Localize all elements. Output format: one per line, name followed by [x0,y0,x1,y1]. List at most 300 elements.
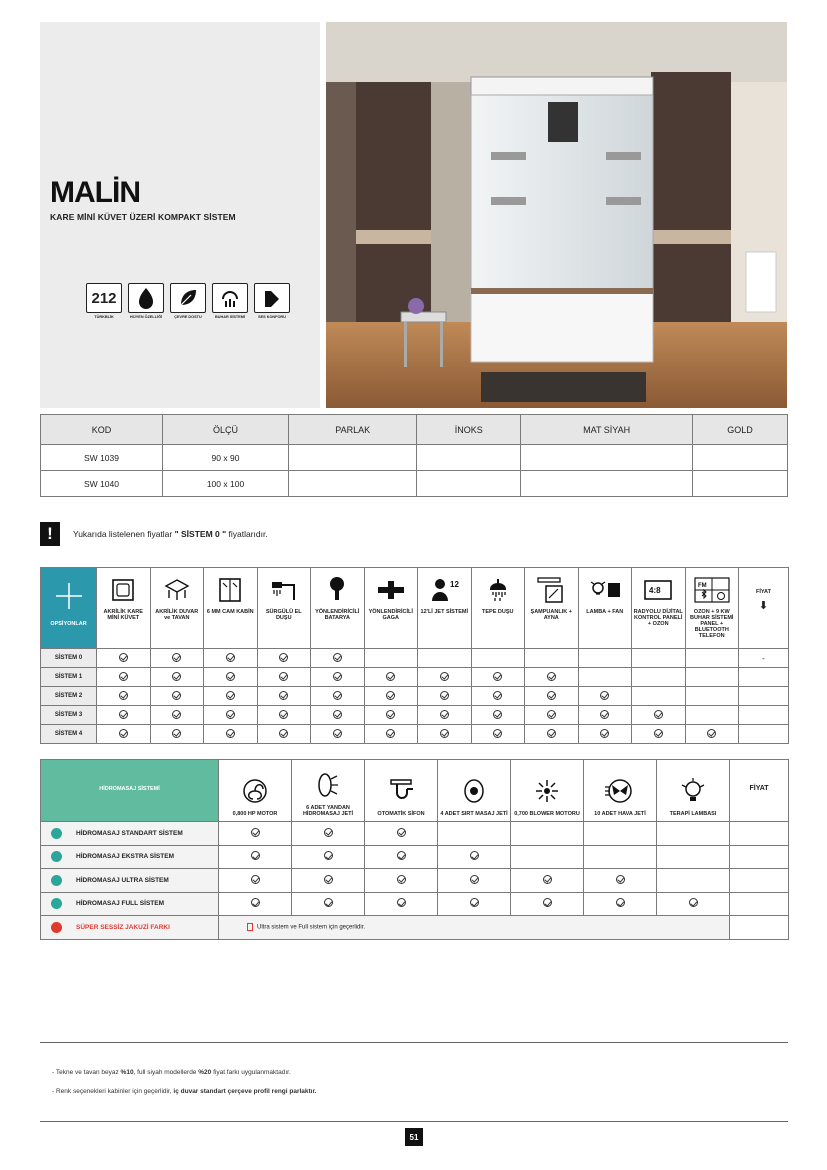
option-label: AKRİLİK KARE MİNİ KÜVET [103,609,143,621]
spout-icon [366,571,417,609]
hydro-col-price: FİYAT [730,760,789,822]
price-col-gold: GOLD [693,415,788,445]
side-jet-icon [292,765,364,805]
table-cell [292,845,365,869]
table-cell [311,687,365,706]
table-cell [97,706,151,725]
footnote-2 [52,1088,316,1095]
table-cell [471,687,525,706]
option-col-el-dusu [257,568,311,649]
table-cell [521,445,693,471]
options-title-cell [41,568,97,649]
table-cell [471,706,525,725]
table-cell [417,445,521,471]
table-cell [292,869,365,893]
product-title: MALİN [50,176,140,209]
check-icon [386,729,395,738]
table-cell [365,892,438,916]
table-cell [632,649,686,668]
hydro-label: 10 ADET HAVA JETİ [594,811,646,817]
option-col-cam [204,568,258,649]
check-icon [543,898,552,907]
hydro-col-air-jet [584,760,657,822]
table-row [41,869,789,893]
svg-text:4:8: 4:8 [649,586,661,595]
check-icon [440,672,449,681]
option-label: AKRİLİK DUVAR ve TAVAN [155,609,199,621]
table-cell [584,822,657,846]
table-cell [685,706,739,725]
price-col-mat-siyah: MAT SİYAH [521,415,693,445]
check-icon [397,828,406,837]
option-col-lamba [578,568,632,649]
table-cell [471,725,525,744]
option-col-radyo [632,568,686,649]
table-row [41,845,789,869]
hydro-system-name: HİDROMASAJ EKSTRA SİSTEM [76,853,174,861]
check-icon [251,828,260,837]
table-cell [511,822,584,846]
price-col-olcu: ÖLÇÜ [163,415,289,445]
footnote-text: fiyat farkı uygulanmaktadır. [213,1069,291,1076]
table-cell [204,649,258,668]
note-text: Ultra sistem ve Full sistem için geçerlidir. [257,924,366,931]
price-cell [739,668,789,687]
hydro-col-side-jet [292,760,365,822]
table-cell [364,668,418,687]
price-cell [730,869,789,893]
hydro-system-label [41,869,219,893]
table-cell: 100 x 100 [163,471,289,497]
status-dot-icon [51,828,62,839]
check-icon [324,828,333,837]
table-cell: SW 1040 [41,471,163,497]
check-icon [119,729,128,738]
price-col-kod: KOD [41,415,163,445]
table-cell [365,869,438,893]
check-icon [707,729,716,738]
table-cell: SW 1039 [41,445,163,471]
check-icon [172,729,181,738]
price-notice [40,522,268,546]
check-icon [333,691,342,700]
table-cell [97,668,151,687]
hydro-col-back-jet [438,760,511,822]
check-icon [226,710,235,719]
body-jet-icon [419,571,470,609]
check-icon [547,710,556,719]
table-row [41,445,788,471]
table-cell [438,892,511,916]
table-cell [438,822,511,846]
hydro-system-label [41,845,219,869]
mixer-icon [312,571,363,609]
arrow-down-icon: ⬇ [758,600,769,612]
table-cell [257,725,311,744]
options-title: OPSİYONLAR [50,621,87,627]
hijyen-icon [128,283,164,313]
status-dot-icon [51,875,62,886]
table-row [41,916,789,940]
table-cell [204,725,258,744]
check-icon [172,691,181,700]
table-cell [418,649,472,668]
table-cell [632,725,686,744]
table-cell [521,471,693,497]
table-cell [685,687,739,706]
system-label: SİSTEM 0 [41,649,97,668]
table-cell [438,845,511,869]
check-icon [440,729,449,738]
footnote-1 [52,1069,291,1076]
table-cell [311,649,365,668]
table-cell [578,706,632,725]
footnote-text: , full siyah modellerde [133,1069,197,1076]
table-cell [204,687,258,706]
table-cell [150,668,204,687]
check-icon [493,672,502,681]
table-cell [219,892,292,916]
table-cell [525,649,579,668]
hydro-col-blower [511,760,584,822]
table-row [41,649,789,668]
hydro-title: HİDROMASAJ SİSTEMİ [41,760,219,822]
notice-text-bold: " SİSTEM 0 " [174,529,227,539]
price-cell [739,725,789,744]
blower-icon [511,771,583,811]
price-col-inoks: İNOKS [417,415,521,445]
price-table [40,414,788,497]
table-cell [584,892,657,916]
check-icon [333,653,342,662]
system-label: SİSTEM 2 [41,687,97,706]
steam-icon [212,283,248,313]
check-icon [251,851,260,860]
check-icon [600,691,609,700]
check-icon [251,898,260,907]
table-cell [685,725,739,744]
sound-icon [254,283,290,313]
table-cell [693,471,788,497]
check-icon [226,691,235,700]
glass-cabin-icon [205,571,256,609]
options-table [40,567,789,744]
footnote-bold: %10 [120,1069,134,1076]
table-cell [632,706,686,725]
table-cell [204,706,258,725]
table-cell [657,822,730,846]
table-cell [657,845,730,869]
options-header-row [41,568,789,649]
check-icon [397,875,406,884]
hydro-system-label [41,822,219,846]
option-label: LAMBA + FAN [586,609,624,615]
check-icon [333,729,342,738]
table-cell [657,869,730,893]
hydro-label: 6 ADET YANDAN HİDROMASAJ JETİ [302,805,354,817]
check-icon [119,710,128,719]
table-cell [417,471,521,497]
check-icon [324,898,333,907]
siphon-icon [365,771,437,811]
hydro-header-row [41,760,789,822]
divider [40,1121,788,1122]
check-icon [251,875,260,884]
table-cell [364,687,418,706]
footnote-text: - Tekne ve tavan beyaz [52,1069,119,1076]
hydro-system-label [41,892,219,916]
footnote-bold: %20 [198,1069,212,1076]
option-label: ŞAMPUANLIK + AYNA [530,609,572,621]
table-cell [632,668,686,687]
shelf-mirror-icon [526,571,577,609]
check-icon [279,691,288,700]
feature-label: ÇEVRE DOSTU [174,315,202,319]
lamp-fan-icon [580,571,631,609]
check-icon [119,672,128,681]
price-cell [739,706,789,725]
check-icon [226,653,235,662]
check-icon [386,710,395,719]
check-icon [324,875,333,884]
table-cell [511,869,584,893]
plus-icon [42,571,95,621]
table-cell: 90 x 90 [163,445,289,471]
check-icon [547,729,556,738]
system-label: SİSTEM 4 [41,725,97,744]
silent-jacuzzi-label [41,916,219,940]
table-cell [578,649,632,668]
silent-jacuzzi-name: SÜPER SESSİZ JAKUZİ FARKI [76,923,170,931]
table-cell [632,687,686,706]
check-icon [543,875,552,884]
table-cell [292,892,365,916]
option-col-ozon [685,568,739,649]
hydro-col-sifon [365,760,438,822]
table-cell [97,725,151,744]
table-cell [365,845,438,869]
check-icon [386,672,395,681]
table-cell [364,725,418,744]
check-icon [119,653,128,662]
check-icon [279,653,288,662]
option-label: RADYOLU DİJİTAL KONTROL PANELİ + OZON [633,609,683,627]
feature-eco [170,283,206,319]
table-cell [511,845,584,869]
check-icon [279,710,288,719]
product-photo [326,22,787,408]
feature-hygiene [128,283,164,319]
price-cell [730,845,789,869]
table-cell [97,649,151,668]
check-icon [616,875,625,884]
table-cell [578,668,632,687]
check-icon [493,710,502,719]
table-row [41,892,789,916]
table-cell [584,845,657,869]
price-label: FİYAT [756,589,771,595]
eco-leaf-icon [170,283,206,313]
table-cell [685,649,739,668]
option-col-batarya [311,568,365,649]
table-cell [257,649,311,668]
hydro-system-name: HİDROMASAJ ULTRA SİSTEM [76,876,169,884]
table-cell [418,706,472,725]
check-icon [600,710,609,719]
check-icon [386,691,395,700]
option-col-gaga [364,568,418,649]
price-cell [730,892,789,916]
status-dot-icon [51,898,62,909]
notice-text-after: fiyatlarıdır. [228,529,268,539]
option-label: YÖNLENDİRİCİLİ BATARYA [315,609,360,621]
hydro-label: 4 ADET SIRT MASAJ JETİ [440,811,508,817]
table-cell [311,725,365,744]
check-icon [172,653,181,662]
price-cell [739,687,789,706]
table-cell [257,706,311,725]
check-icon [333,710,342,719]
check-icon [119,691,128,700]
check-icon [172,672,181,681]
table-cell [311,706,365,725]
hand-shower-icon [259,571,310,609]
divider [40,1042,788,1043]
hydro-system-name: HİDROMASAJ FULL SİSTEM [76,900,164,908]
hydro-col-therapy [657,760,730,822]
status-dot-icon [51,851,62,862]
price-cell: - [739,649,789,668]
table-cell [219,869,292,893]
table-cell [578,687,632,706]
check-icon [324,851,333,860]
table-row [41,706,789,725]
notice-text-before: Yukarıda listelenen fiyatlar [73,529,173,539]
check-icon [470,851,479,860]
footnote-bold: iç duvar standart çerçeve profil rengi parlaktır. [173,1088,317,1095]
option-col-kuvet [97,568,151,649]
hydromassage-table [40,759,789,940]
check-icon [654,710,663,719]
control-panel-icon [633,571,684,609]
check-icon [279,672,288,681]
option-col-price [739,568,789,649]
check-icon [333,672,342,681]
table-cell [311,668,365,687]
table-row [41,687,789,706]
table-cell [418,687,472,706]
price-col-parlak: PARLAK [289,415,417,445]
table-cell [219,845,292,869]
check-icon [600,729,609,738]
table-cell [471,649,525,668]
table-cell [418,668,472,687]
check-icon [493,729,502,738]
product-subtitle: KARE MİNİ KÜVET ÜZERİ KOMPAKT SİSTEM [50,212,236,222]
table-cell [471,668,525,687]
svg-text:12: 12 [450,580,460,589]
wall-ceiling-icon [152,571,203,609]
feature-label: BUHAR SİSTEMİ [215,315,245,319]
table-row [41,822,789,846]
table-cell [289,471,417,497]
note-marker-icon [247,923,253,931]
feature-sound [254,283,290,319]
option-label: 12'Lİ JET SİSTEMİ [420,609,468,615]
check-icon [689,898,698,907]
rain-shower-icon [473,571,524,609]
table-cell [150,687,204,706]
table-cell [150,649,204,668]
hydro-label: 0,700 BLOWER MOTORU [514,811,580,817]
hydro-system-name: HİDROMASAJ STANDART SİSTEM [76,829,183,837]
table-cell [525,687,579,706]
option-col-tepe [471,568,525,649]
table-cell [292,822,365,846]
check-icon [547,691,556,700]
price-cell [730,822,789,846]
option-label: YÖNLENDİRİCİLİ GAGA [368,609,413,621]
feature-212 [86,283,122,319]
option-label: OZON + 9 KW BUHAR SİSTEMİ PANEL + BLUETOOTH TELEFON [690,609,734,639]
feature-212-badge: 212 [86,283,122,313]
table-cell [511,892,584,916]
price-table-header [41,415,788,445]
check-icon [397,898,406,907]
motor-icon [219,771,291,811]
status-dot-icon [51,922,62,933]
table-row [41,471,788,497]
check-icon [226,672,235,681]
table-cell [525,706,579,725]
therapy-lamp-icon [657,771,729,811]
check-icon [654,729,663,738]
table-cell [525,668,579,687]
table-cell [364,706,418,725]
check-icon [172,710,181,719]
radio-bluetooth-icon [687,571,738,609]
page-number: 51 [405,1128,423,1146]
check-icon [226,729,235,738]
feature-label: SES KONFORU [258,315,286,319]
air-jet-icon [584,771,656,811]
check-icon [616,898,625,907]
table-cell [257,687,311,706]
warning-icon: ! [40,522,60,546]
table-cell [364,649,418,668]
option-col-duvar [150,568,204,649]
hydro-label: TERAPİ LAMBASI [669,811,717,817]
option-label: SÜRGÜLÜ EL DUŞU [265,609,302,621]
price-cell [730,916,789,940]
check-icon [279,729,288,738]
table-cell [685,668,739,687]
table-cell [219,822,292,846]
option-col-jet [418,568,472,649]
check-icon [440,691,449,700]
check-icon [440,710,449,719]
feature-label: HİJYEN ÖZELLİĞİ [129,315,163,319]
table-cell [584,869,657,893]
table-cell [525,725,579,744]
option-col-sampuanlik [525,568,579,649]
check-icon [547,672,556,681]
option-label: TEPE DUŞU [482,609,514,615]
check-icon [397,851,406,860]
table-cell [578,725,632,744]
table-cell [257,668,311,687]
table-row [41,725,789,744]
